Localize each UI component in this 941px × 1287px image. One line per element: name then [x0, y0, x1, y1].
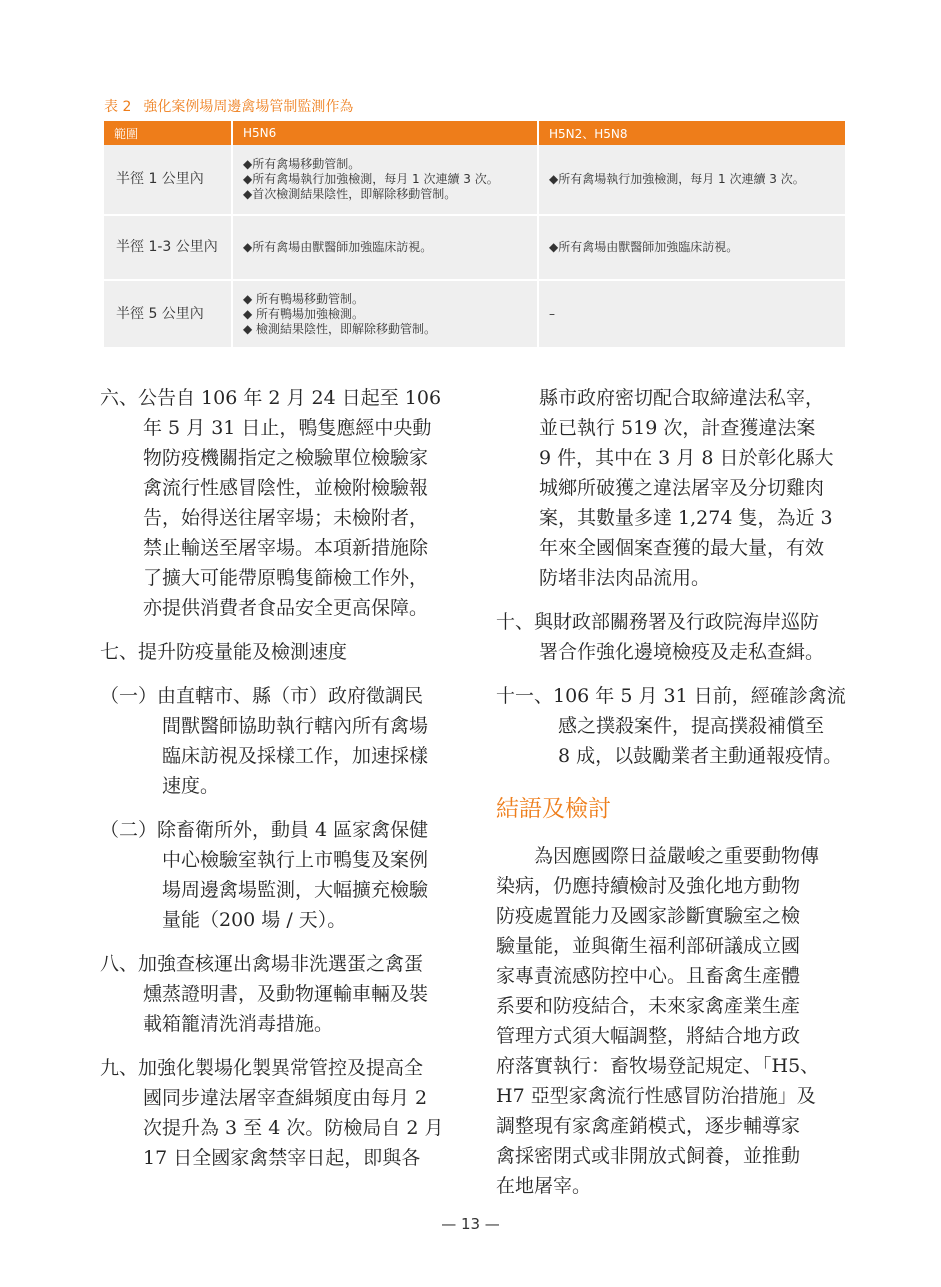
- text-line: 速度。: [162, 775, 220, 797]
- text-line: 驗量能，並與衛生福利部研議成立國: [496, 935, 801, 957]
- text-line: 染病，仍應持續檢討及強化地方動物: [496, 875, 801, 897]
- control-measures-table: [104, 121, 845, 349]
- text-line: 六、公告自 106 年 2 月 24 日起至 106: [100, 387, 442, 409]
- cell-h5n6: [232, 280, 538, 348]
- section-heading-conclusion: 結語及檢討: [496, 796, 611, 822]
- text-line: 禁止輸送至屠宰場。本項新措施除: [143, 537, 429, 559]
- cell-h5n2-h5n8: [538, 145, 845, 215]
- cell-line: ◆所有禽場由獸醫師加強臨床訪視。: [243, 240, 433, 254]
- header-range: 範圍: [104, 121, 232, 145]
- text-line: 署合作強化邊境檢疫及走私查緝。: [539, 641, 825, 663]
- text-line: 禽流行性感冒陰性，並檢附檢驗報: [143, 477, 429, 499]
- text-line: 九、加強化製場化製異常管控及提高全: [100, 1057, 424, 1079]
- cell-h5n2-h5n8: [538, 280, 845, 348]
- text-line: 府落實執行：畜牧場登記規定、「H5、: [496, 1055, 820, 1077]
- table-row: [104, 280, 845, 348]
- cell-h5n2-h5n8: [538, 215, 845, 280]
- cell-line: ◆所有禽場執行加強檢測，每月 1 次連續 3 次。: [549, 172, 805, 186]
- text-line: 系要和防疫結合，未來家禽產業生產: [496, 995, 801, 1017]
- text-line: 8 成，以鼓勵業者主動通報疫情。: [558, 745, 843, 767]
- text-line: 臨床訪視及採樣工作，加速採樣: [162, 745, 429, 767]
- text-line: 了擴大可能帶原鴨隻篩檢工作外，: [143, 567, 429, 589]
- conclusion-paragraph: [496, 841, 848, 1201]
- cell-line: ◆ 所有鴨場移動管制。: [243, 291, 365, 306]
- list-item-6: [100, 383, 452, 623]
- header-h5n2-h5n8: H5N2、H5N8: [538, 121, 845, 145]
- table-caption-number: 表 2: [104, 99, 132, 115]
- text-line: 9 件，其中在 3 月 8 日於彰化縣大: [539, 447, 834, 469]
- text-line: 年來全國個案查獲的最大量，有效: [539, 537, 825, 559]
- table-header-row: [104, 121, 845, 145]
- text-line: 禽採密閉式或非開放式飼養，並推動: [496, 1145, 801, 1167]
- text-line: （一）由直轄市、縣（市）政府徵調民: [100, 685, 424, 707]
- text-line: 17 日全國家禽禁宰日起，即與各: [143, 1147, 421, 1169]
- text-line: 告，始得送往屠宰場；未檢附者，: [143, 507, 429, 529]
- text-line: 防堵非法肉品流用。: [539, 567, 711, 589]
- text-line: 場周邊禽場監測，大幅擴充檢驗: [162, 879, 429, 901]
- text-line: 家專責流感防控中心。且畜禽生產體: [496, 965, 801, 987]
- text-line: 載箱籠清洗消毒措施。: [143, 1013, 334, 1035]
- text-line: H7 亞型家禽流行性感冒防治措施」及: [496, 1085, 816, 1107]
- list-item-10: [496, 607, 848, 667]
- text-line: 感之撲殺案件，提高撲殺補償至: [558, 715, 825, 737]
- cell-range: 半徑 1 公里內: [104, 145, 232, 215]
- text-line: 亦提供消費者食品安全更高保障。: [143, 597, 429, 619]
- table-caption: [104, 96, 353, 116]
- text-line: 物防疫機關指定之檢驗單位檢驗家: [143, 447, 429, 469]
- list-item-9-continued: [496, 383, 848, 593]
- cell-line: ◆首次檢測結果陰性，即解除移動管制。: [243, 187, 457, 201]
- cell-range: 半徑 1-3 公里內: [104, 215, 232, 280]
- cell-line: –: [549, 306, 555, 321]
- page-number: — 13 —: [441, 1215, 500, 1233]
- cell-line: ◆ 檢測結果陰性，即解除移動管制。: [243, 321, 437, 336]
- text-line: 中心檢驗室執行上市鴨隻及案例: [162, 849, 429, 871]
- list-item-7-1: [100, 681, 452, 801]
- right-column: [496, 383, 848, 1201]
- text-line: 八、加強查核運出禽場非洗選蛋之禽蛋: [100, 953, 424, 975]
- cell-line: ◆所有禽場由獸醫師加強臨床訪視。: [549, 240, 739, 254]
- text-line: 燻蒸證明書，及動物運輸車輛及裝: [143, 983, 429, 1005]
- text-line: 防疫處置能力及國家診斷實驗室之檢: [496, 905, 801, 927]
- list-item-11: [496, 681, 848, 771]
- list-item-7-2: [100, 815, 452, 935]
- table-row: [104, 215, 845, 280]
- text-line: 國同步違法屠宰查緝頻度由每月 2: [143, 1087, 428, 1109]
- cell-line: ◆所有禽場執行加強檢測，每月 1 次連續 3 次。: [243, 172, 499, 186]
- text-line: 並已執行 519 次，計查獲違法案: [539, 417, 816, 439]
- table-caption-title: 強化案例場周邊禽場管制監測作為: [143, 99, 354, 115]
- text-line: 次提升為 3 至 4 次。防檢局自 2 月: [143, 1117, 444, 1139]
- text-line: 在地屠宰。: [496, 1175, 592, 1197]
- list-item-7: [100, 637, 452, 667]
- text-line: 年 5 月 31 日止，鴨隻應經中央動: [143, 417, 432, 439]
- text-line: （二）除畜衛所外，動員 4 區家禽保健: [100, 819, 429, 841]
- header-h5n6: H5N6: [232, 121, 538, 145]
- text-line: 為因應國際日益嚴峻之重要動物傳: [534, 845, 820, 867]
- text-line: 縣市政府密切配合取締違法私宰，: [539, 387, 825, 409]
- list-item-9: [100, 1053, 452, 1173]
- text-line: 管理方式須大幅調整，將結合地方政: [496, 1025, 801, 1047]
- text-line: 調整現有家禽產銷模式，逐步輔導家: [496, 1115, 801, 1137]
- text-line: 城鄉所破獲之違法屠宰及分切雞肉: [539, 477, 825, 499]
- cell-h5n6: [232, 145, 538, 215]
- cell-line: ◆ 所有鴨場加強檢測。: [243, 306, 365, 321]
- cell-range: 半徑 5 公里內: [104, 280, 232, 348]
- cell-h5n6: [232, 215, 538, 280]
- text-line: 間獸醫師協助執行轄內所有禽場: [162, 715, 429, 737]
- text-line: 量能（200 場 / 天）。: [162, 909, 347, 931]
- table-row: [104, 145, 845, 215]
- text-line: 十一、106 年 5 月 31 日前，經確診禽流: [496, 685, 846, 707]
- cell-line: ◆所有禽場移動管制。: [243, 157, 361, 171]
- left-column: [100, 383, 452, 1187]
- text-line: 七、提升防疫量能及檢測速度: [100, 641, 348, 663]
- list-item-8: [100, 949, 452, 1039]
- text-line: 十、與財政部關務署及行政院海岸巡防: [496, 611, 820, 633]
- text-line: 案，其數量多達 1,274 隻，為近 3: [539, 507, 833, 529]
